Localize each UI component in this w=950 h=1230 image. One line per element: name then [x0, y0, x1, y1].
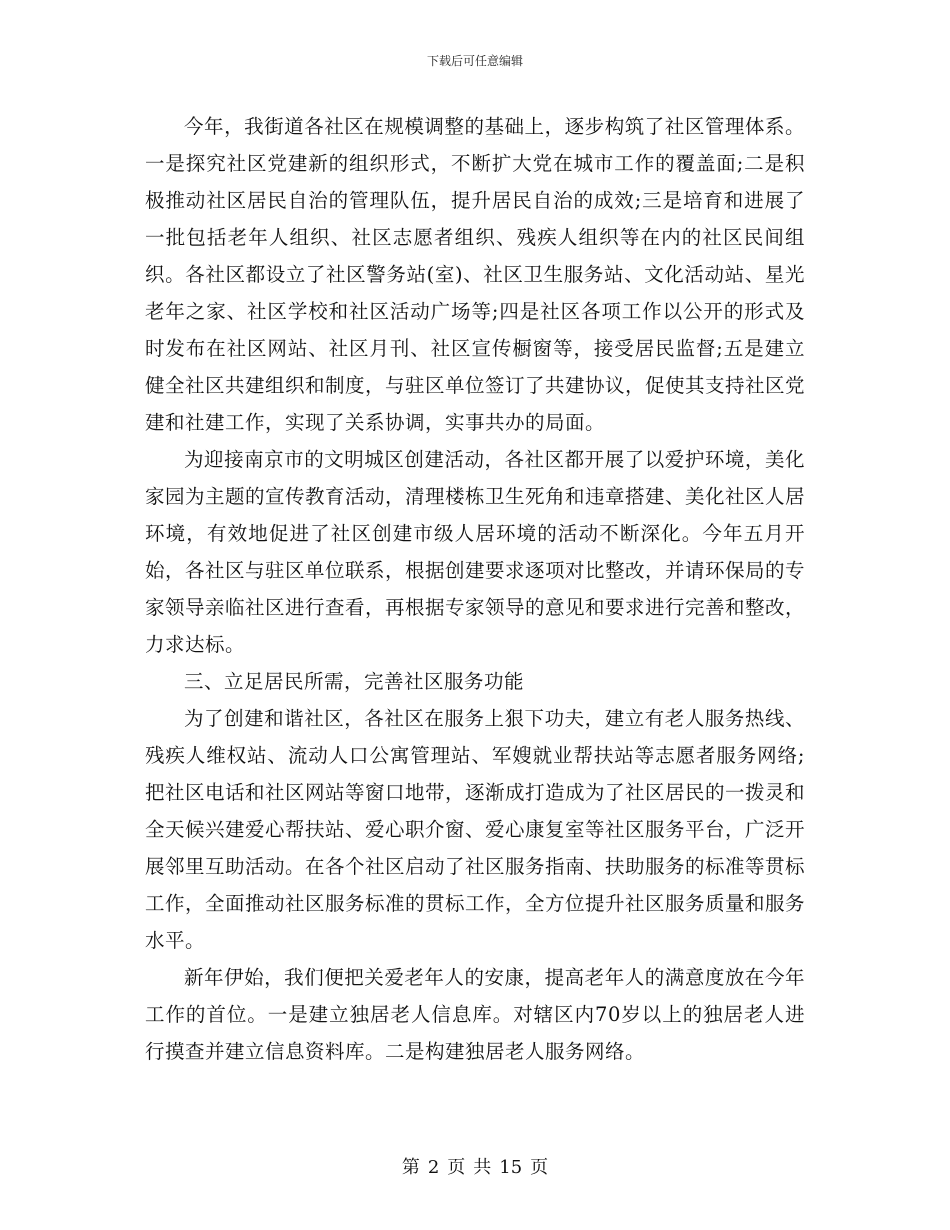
- page-footer: [0, 1153, 950, 1179]
- paragraph-3: 为了创建和谐社区，各社区在服务上狠下功夫，建立有老人服务热线、残疾人维权站、流动人口公寓管理站、军嫂就业帮扶站等志愿者服务网络;把社区电话和社区网站等窗口地带，逐渐成打造成为了社区居民的一拨灵和全天候兴建爱心帮扶站、爱心职介窗、爱心康复室等社区服务平台，广泛开展邻里互助活动。在各个社区启动了社区服务指南、扶助服务的标准等贯标工作，全面推动社区服务标准的贯标工作，全方位提升社区服务质量和服务水平。: [145, 707, 806, 952]
- document-body: [145, 108, 805, 1070]
- paragraph-4: 新年伊始，我们便把关爱老年人的安康，提高老年人的满意度放在今年工作的首位。一是建立独居老人信息库。对辖区内70岁以上的独居老人进行摸查并建立信息资料库。二是构建独居老人服务网络。: [145, 966, 805, 1063]
- footer-middle-2: 共: [473, 1157, 492, 1178]
- footer-suffix: 页: [530, 1157, 549, 1178]
- header-text: 下载后可任意编辑: [426, 54, 523, 68]
- footer-middle-1: 页: [447, 1157, 466, 1178]
- footer-current-page: 2: [427, 1157, 440, 1178]
- footer-total-pages: 15: [499, 1157, 523, 1178]
- page-header: [0, 52, 950, 69]
- paragraph-1: 今年，我街道各社区在规模调整的基础上，逐步构筑了社区管理体系。一是探究社区党建新的组织形式，不断扩大党在城市工作的覆盖面;二是积极推动社区居民自治的管理队伍，提升居民自治的成效;三是培育和进展了一批包括老年人组织、社区志愿者组织、残疾人组织等在内的社区民间组织。各社区都设立了社区警务站(室)、社区卫生服务站、文化活动站、星光老年之家、社区学校和社区活动广场等;四是社区各项工作以公开的形式及时发布在社区网站、社区月刊、社区宣传橱窗等，接受居民监督;五是建立健全社区共建组织和制度，与驻区单位签订了共建协议，促使其支持社区党建和社建工作，实现了关系协调，实事共办的局面。: [145, 115, 806, 434]
- section-heading: 三、立足居民所需，完善社区服务功能: [184, 670, 525, 693]
- paragraph-2: 为迎接南京市的文明城区创建活动，各社区都开展了以爱护环境，美化家园为主题的宣传教育活动，清理楼栋卫生死角和违章搭建、美化社区人居环境，有效地促进了社区创建市级人居环境的活动不断深化。今年五月开始，各社区与驻区单位联系，根据创建要求逐项对比整改，并请环保局的专家领导亲临社区进行查看，再根据专家领导的意见和要求进行完善和整改，力求达标。: [145, 448, 806, 656]
- footer-prefix: 第: [401, 1157, 420, 1178]
